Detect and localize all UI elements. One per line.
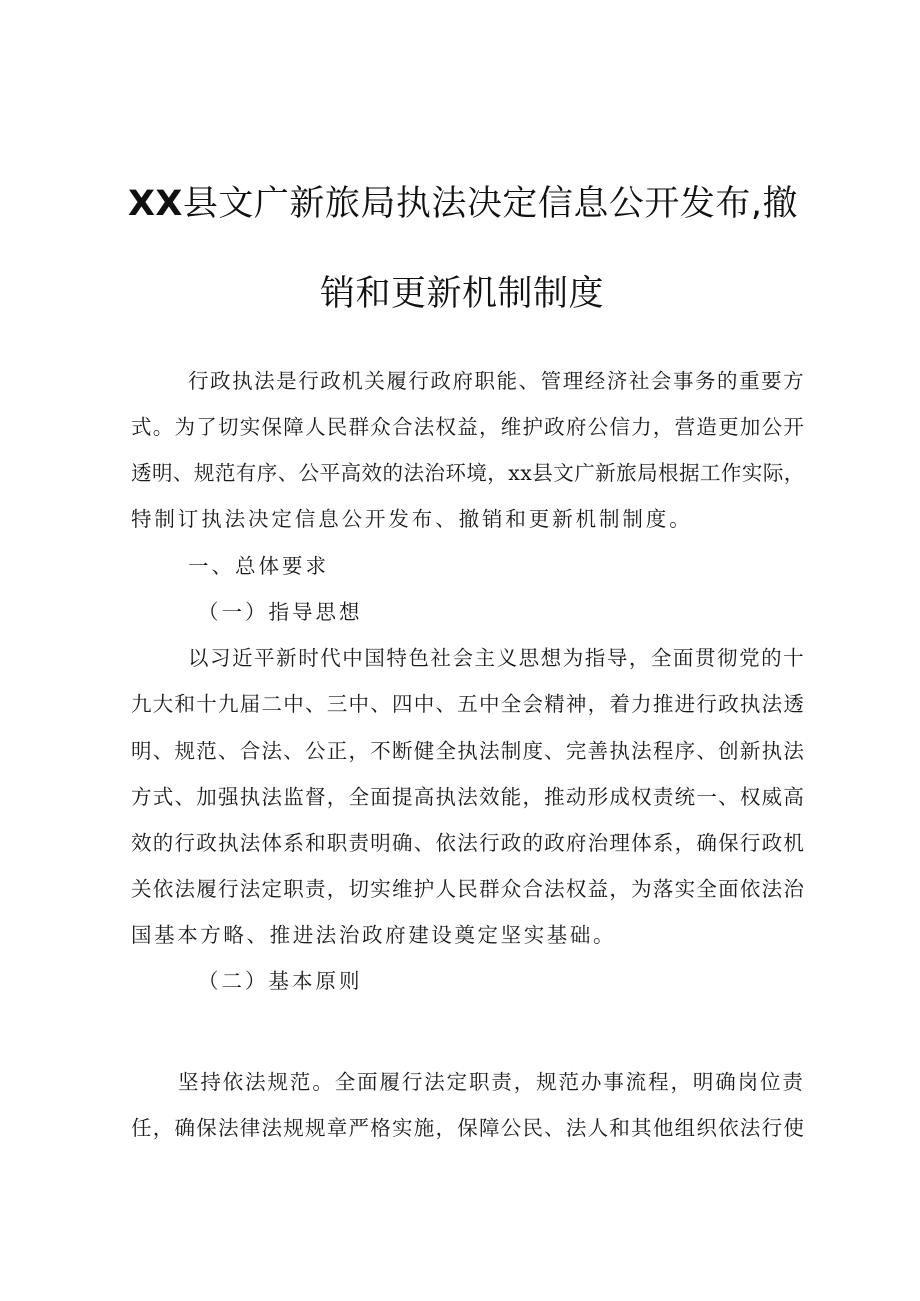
- guiding-line-3: 明、规范、合法、公正，不断健全执法制度、完善执法程序、创新执法: [131, 739, 806, 763]
- section-1-heading: 一、总体要求: [188, 554, 329, 578]
- subsection-1-heading: （一）指导思想: [198, 600, 363, 624]
- guiding-line-6: 关依法履行法定职责，切实维护人民群众合法权益，为落实全面依法治: [131, 877, 806, 901]
- document-title-line-1: [3, 176, 920, 226]
- principle-line-1: 坚持依法规范。全面履行法定职责，规范办事流程，明确岗位责: [178, 1070, 805, 1094]
- guiding-line-5: 效的行政执法体系和职责明确、依法行政的政府治理体系，确保行政机: [131, 831, 806, 855]
- title-prefix: XX: [127, 184, 183, 224]
- guiding-line-7: 国基本方略、推进法治政府建设奠定坚实基础。: [131, 923, 617, 947]
- guiding-line-4: 方式、加强执法监督，全面提高执法效能，推动形成权责统一、权威高: [131, 785, 806, 809]
- intro-line-3: 透明、规范有序、公平高效的法治环境，xx县文广新旅局根据工作实际，: [131, 461, 805, 485]
- guiding-line-2: 九大和十九届二中、三中、四中、五中全会精神，着力推进行政执法透: [131, 692, 806, 716]
- title-rest: 县文广新旅局执法决定信息公开发布,撤: [182, 184, 799, 224]
- intro-line-2: 式。为了切实保障人民群众合法权益，维护政府公信力，营造更加公开: [131, 415, 806, 439]
- guiding-line-1: 以习近平新时代中国特色社会主义思想为指导，全面贯彻党的十: [188, 646, 806, 670]
- intro-line-4: 特制订执法决定信息公开发布、撤销和更新机制制度。: [131, 507, 693, 531]
- intro-line-1: 行政执法是行政机关履行政府职能、管理经济社会事务的重要方: [188, 369, 806, 393]
- document-title-line-2: 销和更新机制制度: [319, 274, 604, 314]
- subsection-2-heading: （二）基本原则: [198, 969, 363, 993]
- principle-line-2: 任，确保法律法规规章严格实施，保障公民、法人和其他组织依法行使: [131, 1116, 806, 1140]
